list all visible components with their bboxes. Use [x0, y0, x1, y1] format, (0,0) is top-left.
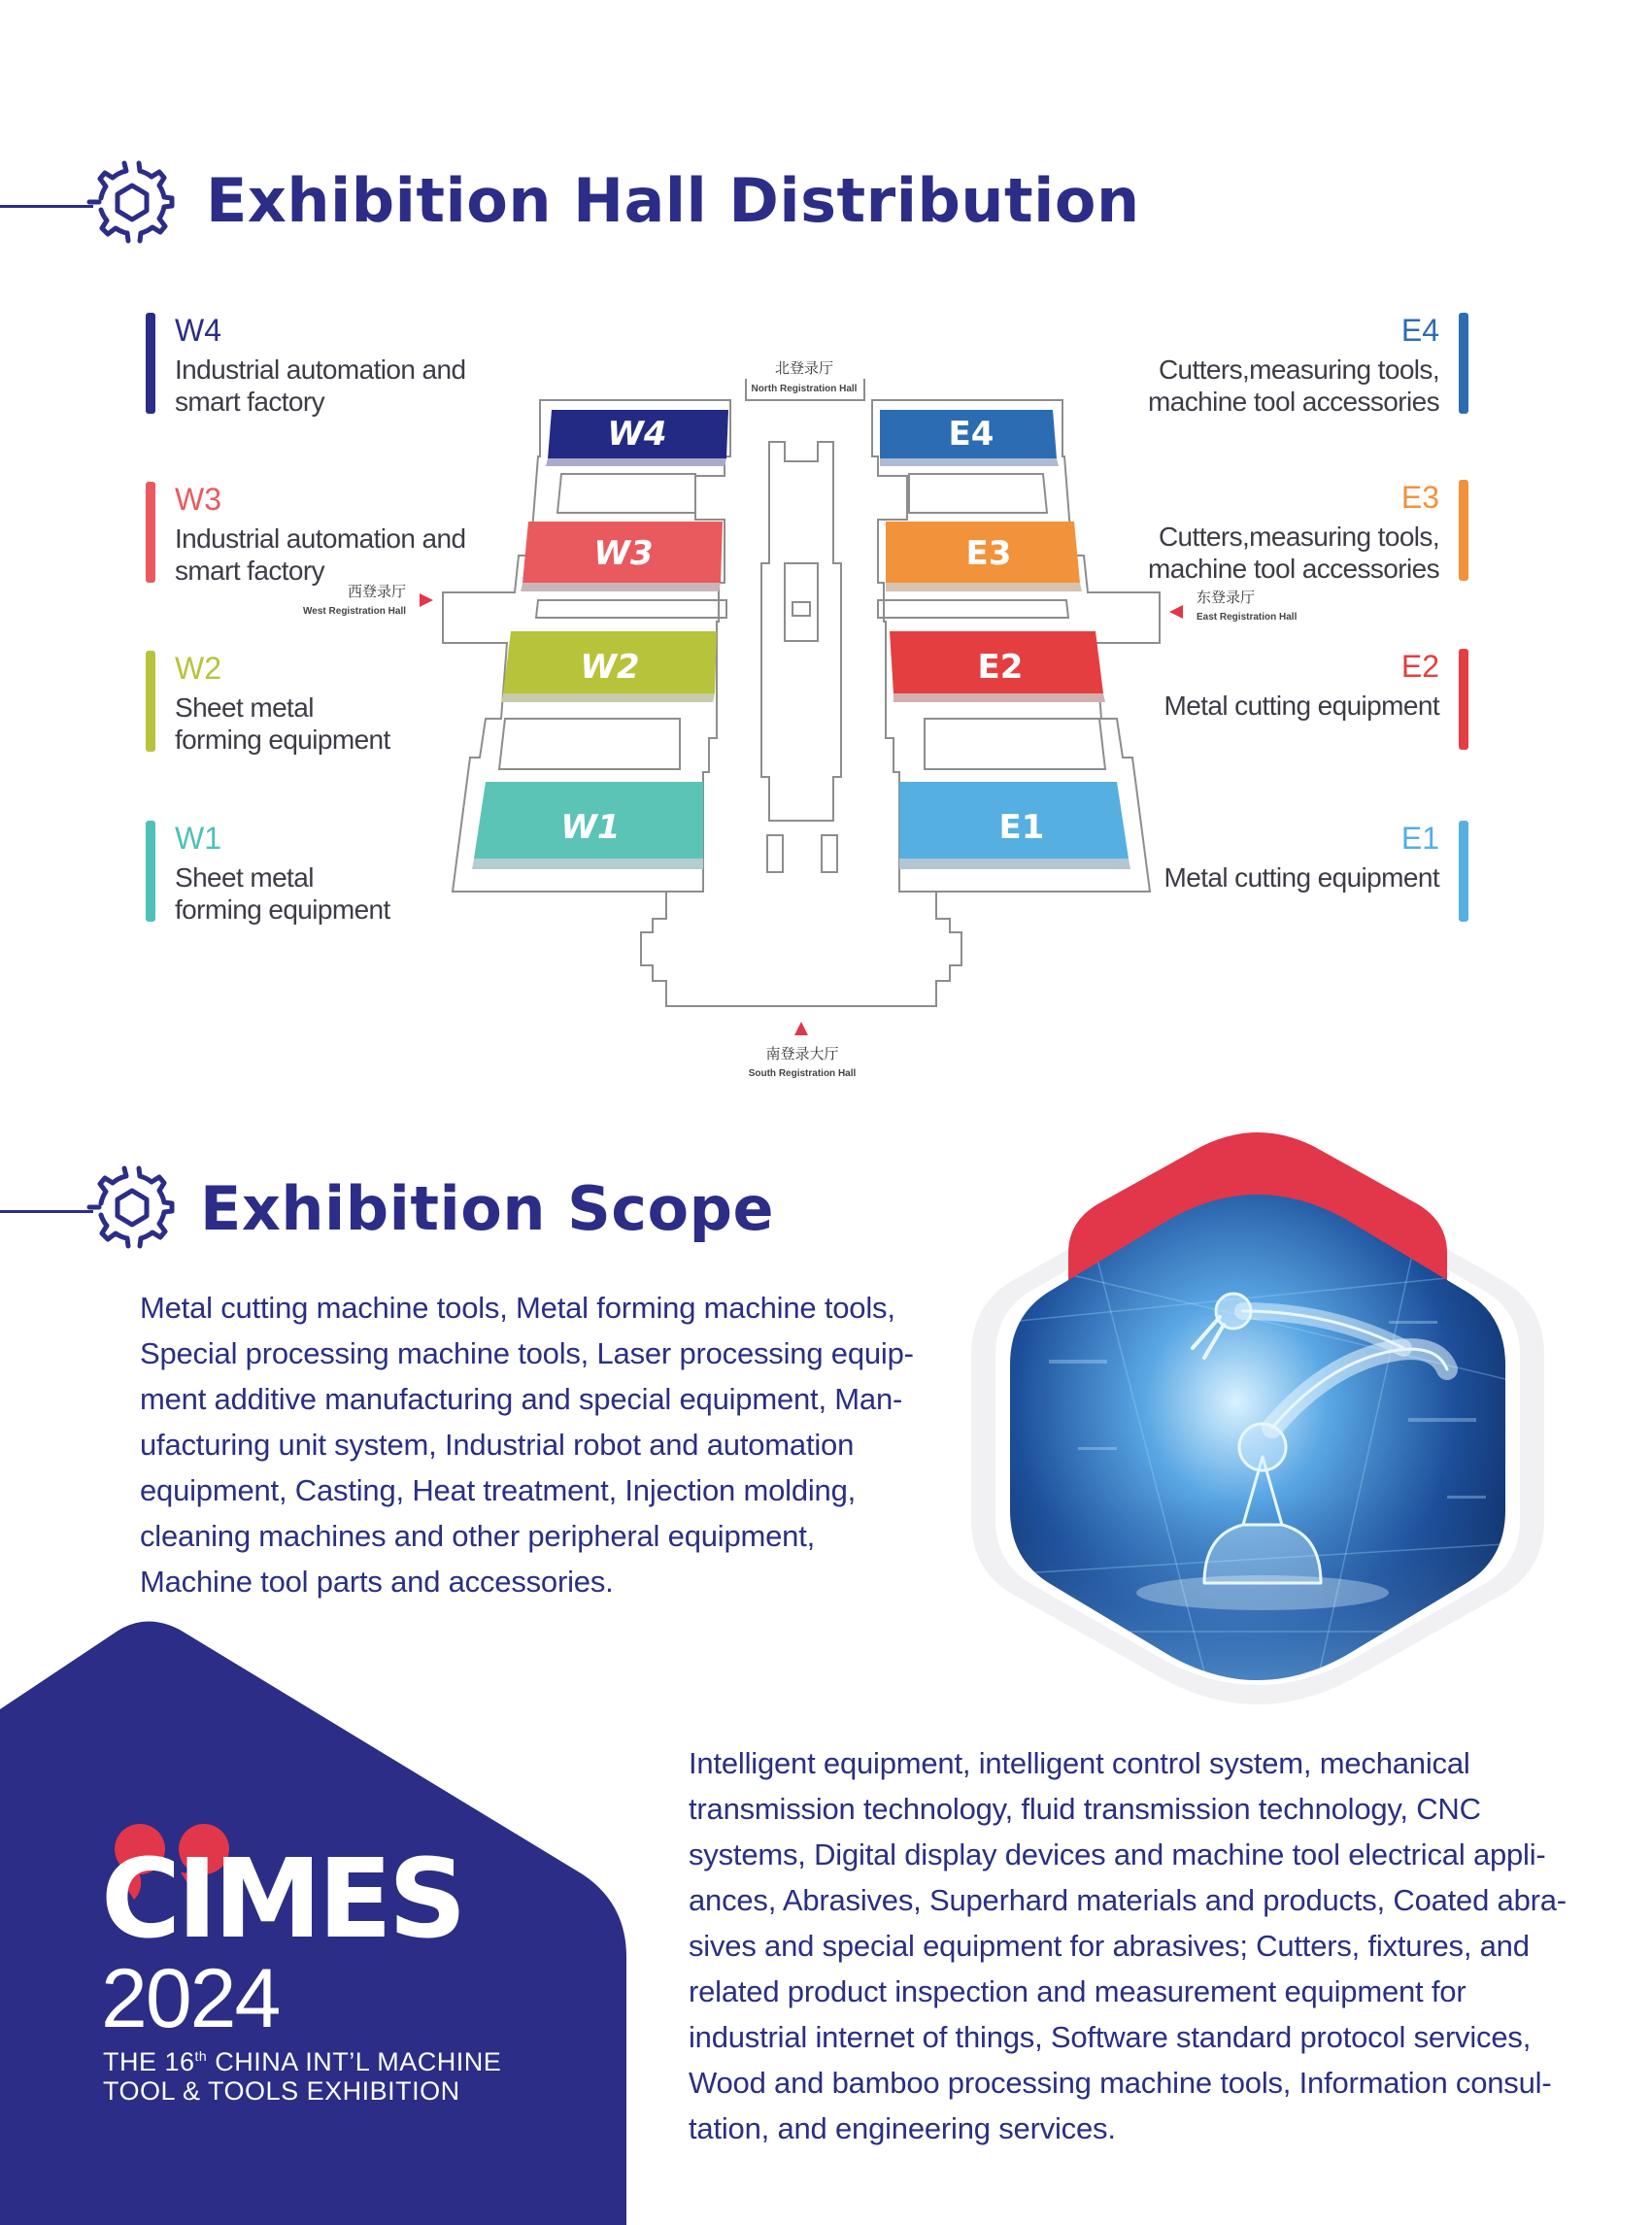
section-rule: [0, 1210, 93, 1213]
floor-map: [0, 0, 1652, 1097]
legend-code: W4: [175, 313, 221, 348]
west-arrow-icon: [420, 593, 433, 607]
legend-desc: Sheet metal forming equipment: [175, 692, 390, 755]
west-reg-cn: 西登录厅: [347, 583, 406, 600]
gear-icon: [84, 1159, 181, 1256]
legend-desc: Metal cutting equipment: [1163, 691, 1439, 721]
legend-desc: Metal cutting equipment: [1163, 862, 1439, 893]
hall-label-e3: E3: [965, 534, 1012, 573]
scope-paragraph-2: Intelligent equipment, intelligent control system, mechanical transmission technology, fluid transmission technology, CNC systems, Digital display devices and machine tool electrical appli- ances, Abrasives, Superhard materials and products, Coated abra- sives and special equipment for abrasives; Cutters, fixtures, and related product inspection and measurement equipment for industrial internet of things, Software standard protocol services, Wood and bamboo processing machine tools, Information consul- tation, and engineering services.: [689, 1746, 1567, 2145]
legend-code: W3: [175, 482, 221, 517]
scope-paragraph-1: Metal cutting machine tools, Metal forming machine tools, Special processing machine tools, Laser processing equip- ment additive manufacturing and special equipment, Man- ufacturing unit system, Industrial robot and automation equipment, Casting, Heat treatment, Injection molding, cleaning machines and other peripheral equipment, Machine tool parts and accessories.: [140, 1291, 914, 1599]
legend-code: E1: [1400, 821, 1439, 856]
east-reg-cn: 东登录厅: [1197, 589, 1256, 606]
legend-desc: Cutters,measuring tools, machine tool accessories: [1148, 354, 1439, 417]
east-arrow-icon: [1169, 605, 1183, 619]
logo-wordmark: CIMES: [101, 1837, 463, 1963]
west-reg-en: West Registration Hall: [303, 606, 406, 617]
hall-label-w2: W2: [580, 648, 640, 687]
south-arrow-icon: [794, 1022, 808, 1035]
hall-label-e1: E1: [998, 808, 1045, 847]
hall-e2-shadow: [893, 693, 1105, 702]
hall-e3-shadow: [886, 583, 1082, 591]
legend-code: E4: [1400, 313, 1439, 348]
hall-w3-shadow: [521, 583, 721, 591]
hall-e1-shadow: [899, 859, 1130, 869]
legend-code: E3: [1400, 480, 1439, 515]
hall-label-w4: W4: [607, 415, 667, 454]
logo-year: 2024: [101, 1952, 280, 2045]
legend-desc: Industrial automation and smart factory: [175, 354, 466, 417]
hall-w1-shadow: [472, 859, 703, 869]
hall-label-w1: W1: [560, 808, 621, 847]
legend-desc: Industrial automation and smart factory: [175, 523, 466, 586]
south-reg-en: South Registration Hall: [748, 1068, 857, 1079]
hall-w4-shadow: [546, 458, 726, 466]
hall-label-e2: E2: [977, 648, 1024, 687]
section-title: Exhibition Hall Distribution: [206, 165, 1140, 236]
logo-subtitle: THE 16th CHINA INT’L MACHINE TOOL & TOOLS EXHIBITION: [103, 2047, 502, 2106]
north-reg-en: North Registration Hall: [751, 384, 858, 394]
hall-e4-shadow: [880, 458, 1059, 466]
hall-label-e4: E4: [948, 415, 995, 454]
east-reg-en: East Registration Hall: [1197, 612, 1298, 623]
north-reg-cn: 北登录厅: [774, 359, 834, 377]
legend-desc: Cutters,measuring tools, machine tool accessories: [1148, 522, 1439, 584]
legend-code: W2: [175, 651, 221, 686]
legend-code: E2: [1400, 649, 1439, 684]
section-title: Exhibition Scope: [200, 1173, 775, 1244]
hall-label-w3: W3: [593, 534, 654, 573]
robot-arm-image: [961, 1127, 1554, 1748]
legend-code: W1: [175, 821, 221, 856]
hall-blocks: [472, 410, 1130, 869]
legend-desc: Sheet metal forming equipment: [175, 862, 390, 925]
hall-w2-shadow: [501, 693, 715, 702]
south-reg-cn: 南登录大厅: [765, 1045, 839, 1062]
